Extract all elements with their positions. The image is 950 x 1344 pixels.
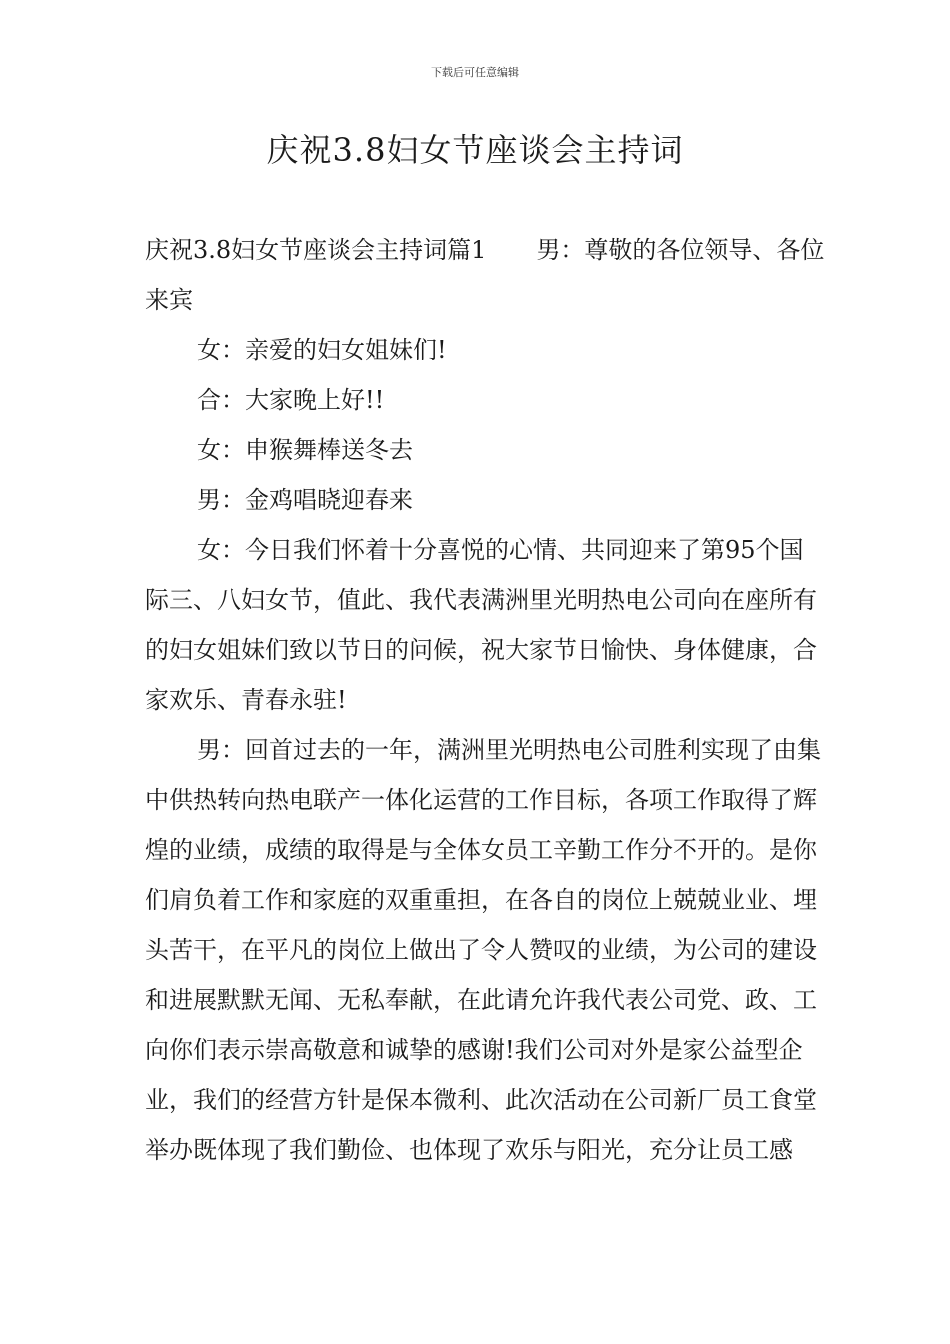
dialogue-paragraph: 女：亲爱的妇女姐妹们! xyxy=(197,336,447,364)
intro-paragraph xyxy=(145,225,825,325)
dialogue-paragraph: 合：大家晚上好!! xyxy=(197,386,385,414)
intro-line: 男：尊敬的各位领导、各位来宾 xyxy=(145,236,825,314)
page-header-note: 下载后可任意编辑 xyxy=(431,66,519,79)
dialogue-paragraph: 男：金鸡唱晓迎春来 xyxy=(197,486,413,514)
document-title: 庆祝3.8妇女节座谈会主持词 xyxy=(266,131,684,169)
intro-lead: 庆祝3.8妇女节座谈会主持词篇1 xyxy=(145,236,487,264)
dialogue-paragraph: 女：申猴舞棒送冬去 xyxy=(197,436,413,464)
dialogue-paragraph: 男：回首过去的一年，满洲里光明热电公司胜利实现了由集中供热转向热电联产一体化运营的工作目标，各项工作取得了辉煌的业绩，成绩的取得是与全体女员工辛勤工作分不开的。是你们肩负着工作和家庭的双重重担，在各自的岗位上兢兢业业、埋头苦干，在平凡的岗位上做出了令人赞叹的业绩，为公司的建设和进展默默无闻、无私奉献，在此请允许我代表公司党、政、工向你们表示崇高敬意和诚挚的感谢!我们公司对外是家公益型企业，我们的经营方针是保本微利、此次活动在公司新厂员工食堂举办既体现了我们勤俭、也体现了欢乐与阳光，充分让员工感 xyxy=(145,736,821,1164)
dialogue-paragraph: 女：今日我们怀着十分喜悦的心情、共同迎来了第95个国际三、八妇女节，值此、我代表满洲里光明热电公司向在座所有的妇女姐妹们致以节日的问候，祝大家节日愉快、身体健康，合家欢乐、青春永驻! xyxy=(145,536,817,714)
document-body xyxy=(145,225,825,1175)
